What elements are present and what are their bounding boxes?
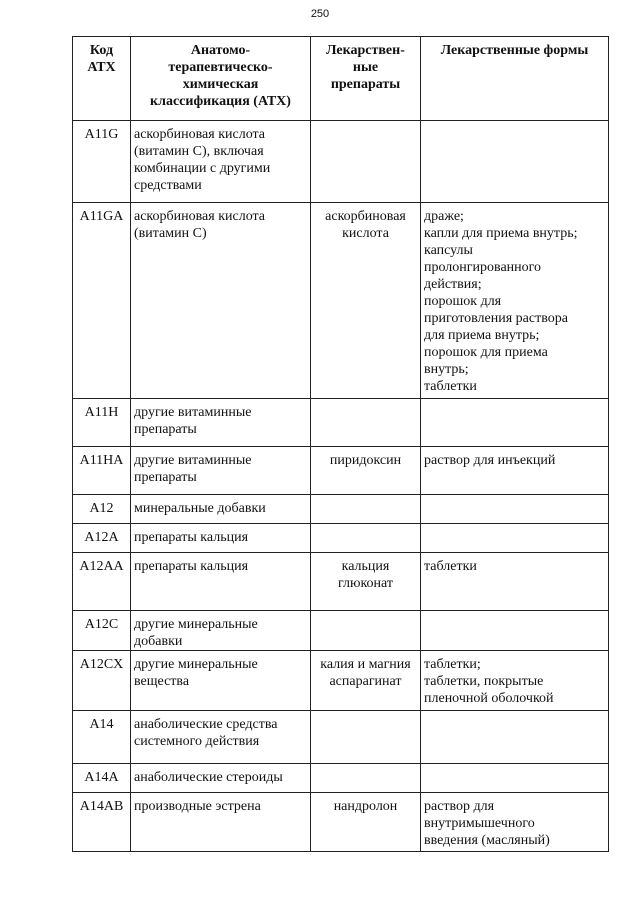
dosage-forms-cell-line: капли для приема внутрь; <box>424 226 578 241</box>
dosage-forms-cell-line: порошок для <box>424 294 502 309</box>
dosage-forms-cell <box>421 121 609 203</box>
dosage-forms-cell <box>421 447 609 495</box>
dosage-forms-cell <box>421 711 609 764</box>
dosage-forms-cell <box>421 764 609 793</box>
classification-cell-line: анаболические средства <box>134 717 278 732</box>
classification-cell-line: вещества <box>134 674 190 689</box>
drug-name-cell <box>311 553 421 611</box>
drug-name-cell <box>311 495 421 524</box>
drug-name-cell-line: кислота <box>342 226 389 241</box>
classification-cell-line: препараты <box>134 470 197 485</box>
dosage-forms-cell-line: таблетки, покрытые <box>424 674 544 689</box>
classification-cell-line: средствами <box>134 178 202 193</box>
atx-code-cell: A12CX <box>73 651 131 711</box>
classification-cell <box>131 121 311 203</box>
classification-cell-line: препараты <box>134 422 197 437</box>
header-classification: Анатомо- терапевтическо- химическая классификация (АТХ) <box>131 37 311 121</box>
dosage-forms-cell-line: таблетки <box>424 559 477 574</box>
classification-cell <box>131 495 311 524</box>
table-row <box>73 553 609 611</box>
classification-cell-line: препараты кальция <box>134 559 249 574</box>
dosage-forms-cell-line: внутримышечного <box>424 816 535 831</box>
drug-name-cell-line: пиридоксин <box>329 453 402 468</box>
classification-cell-line: (витамин С), включая <box>134 144 264 159</box>
classification-cell <box>131 399 311 447</box>
atx-code-cell: A12C <box>73 611 131 651</box>
atx-code-cell: A11H <box>73 399 131 447</box>
classification-cell <box>131 793 311 852</box>
atx-code-cell: A12AA <box>73 553 131 611</box>
classification-cell-line: анаболические стероиды <box>134 770 283 785</box>
atx-code-cell: A11G <box>73 121 131 203</box>
atx-code-cell: A12 <box>73 495 131 524</box>
drug-name-cell <box>311 793 421 852</box>
atx-code-cell: A12A <box>73 524 131 553</box>
drug-name-cell-line: калия и магния <box>320 657 411 672</box>
dosage-forms-cell <box>421 399 609 447</box>
table-header-row <box>73 37 609 121</box>
drug-name-cell <box>311 611 421 651</box>
dosage-forms-cell-line: внутрь; <box>424 362 469 377</box>
classification-cell-line: аскорбиновая кислота <box>134 209 266 224</box>
drug-name-cell <box>311 764 421 793</box>
dosage-forms-cell-line: драже; <box>424 209 464 224</box>
classification-cell <box>131 203 311 399</box>
dosage-forms-cell-line: таблетки; <box>424 657 481 672</box>
dosage-forms-cell <box>421 203 609 399</box>
classification-cell <box>131 651 311 711</box>
drug-name-cell-line: кальция <box>341 559 390 574</box>
classification-cell-line: аскорбиновая кислота <box>134 127 266 142</box>
drug-name-cell <box>311 651 421 711</box>
classification-cell <box>131 553 311 611</box>
drug-name-cell <box>311 711 421 764</box>
drug-name-cell <box>311 203 421 399</box>
dosage-forms-cell <box>421 611 609 651</box>
drug-name-cell <box>311 447 421 495</box>
dosage-forms-cell <box>421 495 609 524</box>
dosage-forms-cell-line: порошок для приема <box>424 345 548 360</box>
table-row <box>73 447 609 495</box>
classification-cell-line: производные эстрена <box>134 799 261 814</box>
dosage-forms-cell-line: введения (масляный) <box>424 833 550 848</box>
classification-cell <box>131 447 311 495</box>
classification-cell-line: системного действия <box>134 734 260 749</box>
classification-cell-line: препараты кальция <box>134 530 249 545</box>
dosage-forms-cell-line: раствор для инъекций <box>424 453 556 468</box>
table-row <box>73 399 609 447</box>
classification-cell-line: добавки <box>134 634 183 649</box>
page-number: 250 <box>310 8 330 20</box>
classification-cell <box>131 711 311 764</box>
table-row <box>73 651 609 711</box>
classification-cell-line: другие витаминные <box>134 453 252 468</box>
dosage-forms-cell-line: капсулы <box>424 243 473 258</box>
table-row <box>73 524 609 553</box>
table-row <box>73 611 609 651</box>
table-row <box>73 764 609 793</box>
atx-code-cell: A14A <box>73 764 131 793</box>
dosage-forms-cell <box>421 553 609 611</box>
drug-name-cell-line: аспарагинат <box>329 674 402 689</box>
classification-cell-line: другие витаминные <box>134 405 252 420</box>
atx-code-cell: A11GA <box>73 203 131 399</box>
drug-name-cell <box>311 524 421 553</box>
drug-name-cell-line: аскорбиновая <box>325 209 406 224</box>
classification-cell-line: другие минеральные <box>134 657 258 672</box>
header-drugs: Лекарствен- ные препараты <box>311 37 421 121</box>
classification-cell-line: минеральные добавки <box>134 501 266 516</box>
dosage-forms-cell-line: для приема внутрь; <box>424 328 540 343</box>
table-row <box>73 793 609 852</box>
header-code: Код АТХ <box>73 37 131 121</box>
classification-cell <box>131 764 311 793</box>
dosage-forms-cell-line: пролонгированного <box>424 260 542 275</box>
table-row <box>73 203 609 399</box>
table-row <box>73 711 609 764</box>
table-row <box>73 121 609 203</box>
classification-cell <box>131 524 311 553</box>
dosage-forms-cell-line: пленочной оболочкой <box>424 691 554 706</box>
atx-code-cell: A14 <box>73 711 131 764</box>
classification-cell <box>131 611 311 651</box>
header-forms: Лекарственные формы <box>421 37 609 121</box>
dosage-forms-cell-line: действия; <box>424 277 482 292</box>
table-row <box>73 495 609 524</box>
atx-code-cell: A11HA <box>73 447 131 495</box>
classification-cell-line: (витамин С) <box>134 226 207 241</box>
atx-table <box>72 36 609 852</box>
classification-cell-line: комбинации с другими <box>134 161 271 176</box>
drug-name-cell <box>311 399 421 447</box>
dosage-forms-cell <box>421 524 609 553</box>
dosage-forms-cell-line: таблетки <box>424 379 477 394</box>
drug-name-cell-line: глюконат <box>337 576 394 591</box>
dosage-forms-cell <box>421 651 609 711</box>
drug-name-cell <box>311 121 421 203</box>
dosage-forms-cell-line: раствор для <box>424 799 495 814</box>
dosage-forms-cell <box>421 793 609 852</box>
classification-cell-line: другие минеральные <box>134 617 258 632</box>
drug-name-cell-line: нандролон <box>333 799 398 814</box>
atx-code-cell: A14AB <box>73 793 131 852</box>
dosage-forms-cell-line: приготовления раствора <box>424 311 568 326</box>
